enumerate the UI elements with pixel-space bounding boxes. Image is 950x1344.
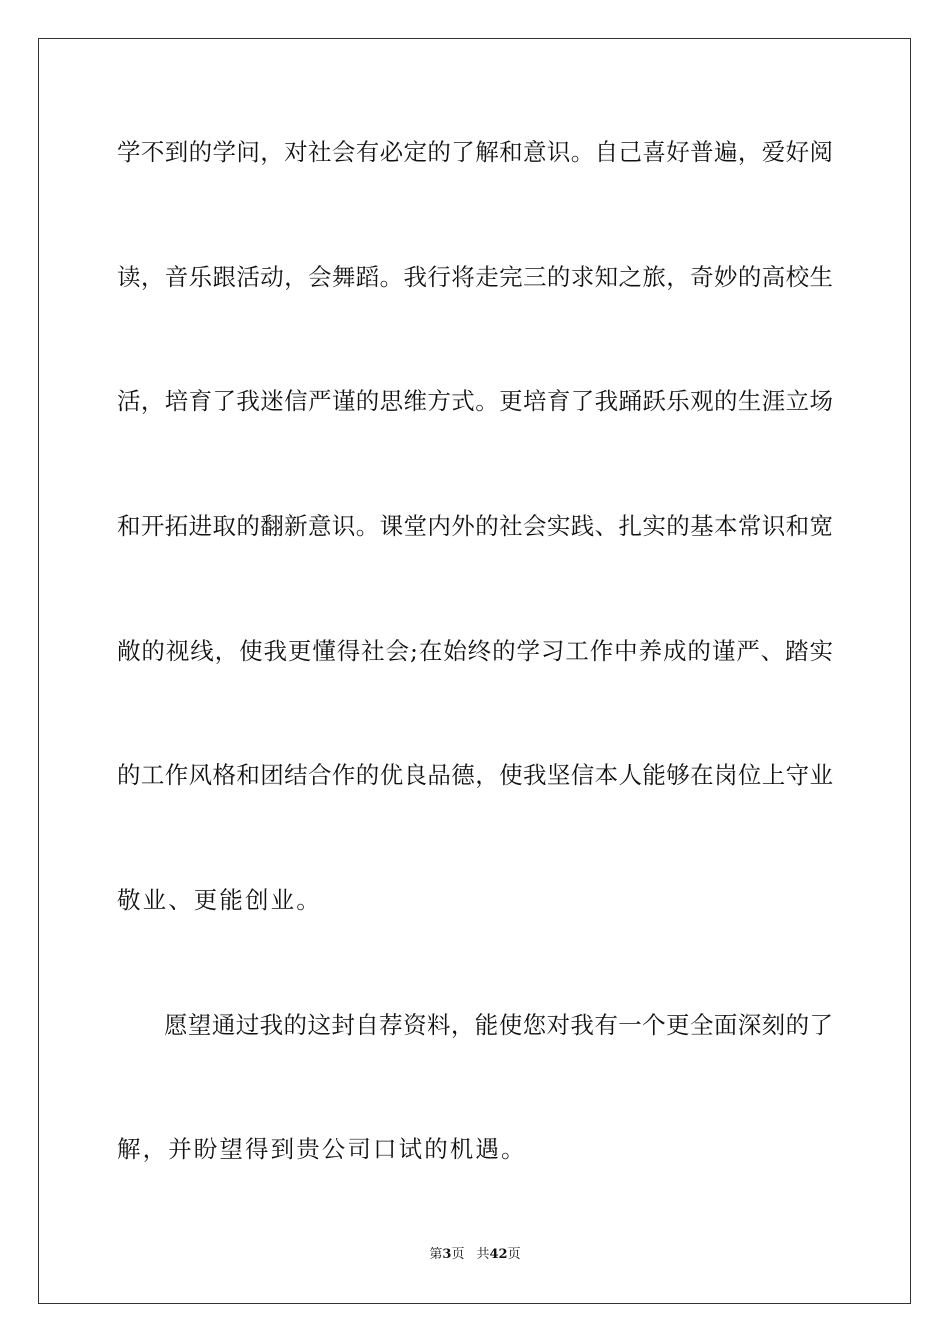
body-line-7: 敬业、更能创业。 bbox=[117, 886, 322, 914]
body-line-8: 愿望通过我的这封自荐资料，能使您对我有一个更全面深刻的了 bbox=[164, 1011, 833, 1039]
body-line-2: 读，音乐跟活动，会舞蹈。我行将走完三的求知之旅，奇妙的高校生 bbox=[117, 263, 833, 291]
body-line-3: 活，培育了我迷信严谨的思维方式。更培育了我踊跃乐观的生涯立场 bbox=[117, 387, 833, 415]
page-suffix: 页 bbox=[451, 1247, 465, 1262]
body-line-4: 和开拓进取的翻新意识。课堂内外的社会实践、扎实的基本常识和宽 bbox=[117, 512, 833, 540]
body-line-1: 学不到的学问，对社会有必定的了解和意识。自己喜好普遍，爱好阅 bbox=[117, 138, 833, 166]
page-number: 3 bbox=[442, 1247, 452, 1262]
body-line-9: 解，并盼望得到贵公司口试的机遇。 bbox=[117, 1135, 527, 1163]
total-pages: 42 bbox=[489, 1247, 508, 1262]
body-line-5: 敞的视线，使我更懂得社会;在始终的学习工作中养成的谨严、踏实 bbox=[117, 637, 833, 665]
page-footer bbox=[0, 1246, 950, 1264]
page-prefix: 第 bbox=[429, 1247, 443, 1262]
page-border bbox=[38, 38, 911, 1304]
body-line-6: 的工作风格和团结合作的优良品德，使我坚信本人能够在岗位上守业 bbox=[117, 761, 833, 789]
total-suffix: 页 bbox=[507, 1247, 521, 1262]
total-prefix: 共 bbox=[476, 1247, 490, 1262]
